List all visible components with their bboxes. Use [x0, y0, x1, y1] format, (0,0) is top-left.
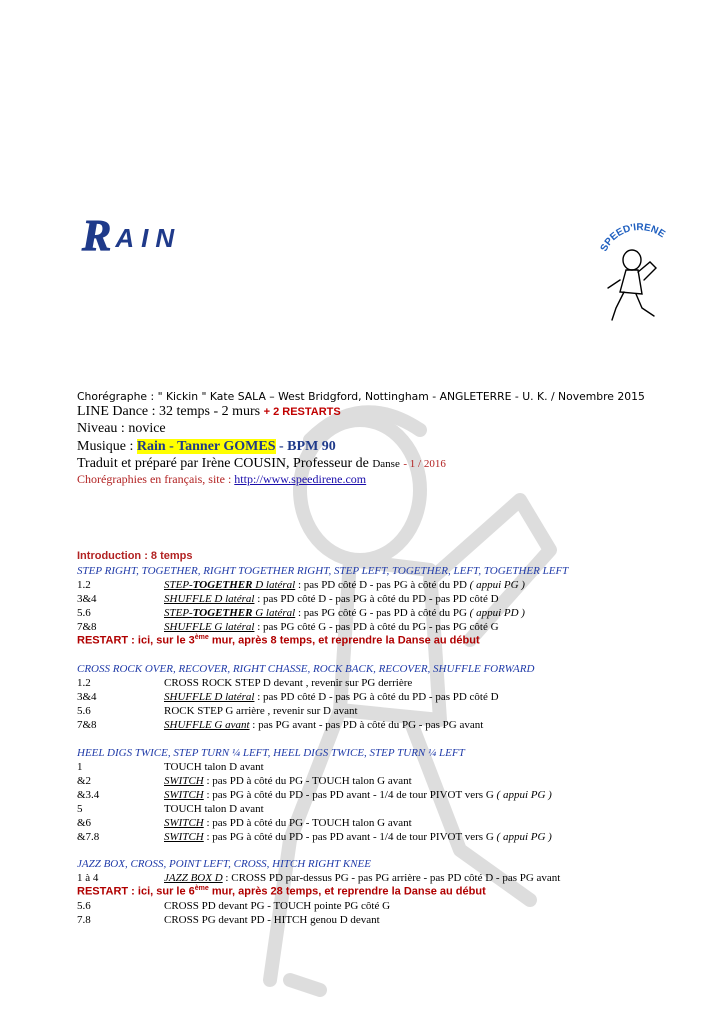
step-desc: : pas PD à côté du PG - TOUCH talon G avant: [203, 775, 412, 787]
step-desc: CROSS PG devant PD - HITCH genou D devant: [164, 914, 380, 926]
step-desc: CROSS ROCK STEP D devant , revenir sur PG derrière: [164, 677, 413, 689]
step-row: [77, 817, 412, 829]
step-name: SWITCH: [164, 831, 204, 843]
translator-line: [77, 456, 446, 472]
step-row: [77, 705, 358, 717]
title-initial: R: [82, 211, 112, 260]
step-count: 5.6: [77, 900, 91, 912]
step-name: SHUFFLE D latéral: [164, 593, 255, 605]
level-line: Niveau : novice: [77, 421, 166, 436]
step-row: [77, 831, 552, 843]
step-row: [77, 789, 552, 801]
step-note: ( appui PG ): [496, 831, 552, 843]
step-count: 1 à 4: [77, 872, 99, 884]
restarts-badge: + 2 RESTARTS: [263, 406, 341, 418]
step-row: [77, 579, 525, 591]
step-name-rest: G latéral: [252, 607, 296, 619]
step-count: &6: [77, 817, 92, 829]
section-3-title: HEEL DIGS TWICE, STEP TURN ¼ LEFT, HEEL DIGS TWICE, STEP TURN ¼ LEFT: [77, 747, 465, 759]
step-desc: ROCK STEP G arrière , revenir sur D avant: [164, 705, 358, 717]
restart-pre: RESTART : ici, sur le 3: [77, 634, 195, 647]
dance-title: [82, 211, 182, 260]
section-4-title: JAZZ BOX, CROSS, POINT LEFT, CROSS, HITCH RIGHT KNEE: [77, 858, 371, 870]
step-desc: : pas PD à côté du PG - TOUCH talon G avant: [203, 817, 412, 829]
step-count: 7&8: [77, 621, 97, 633]
step-desc: : pas PG à côté du PD - pas PD avant - 1/4 de tour PIVOT vers G: [203, 831, 497, 843]
step-name: STEP-: [164, 607, 193, 619]
translator-suffix: Danse: [372, 458, 400, 470]
step-desc: : pas PD côté D - pas PG à côté du PD: [295, 579, 470, 591]
step-count: 3&4: [77, 691, 97, 703]
step-desc: : CROSS PD par-dessus PG - pas PG arrière - pas PD côté D - pas PG avant: [222, 872, 561, 884]
step-name-bold: TOGETHER: [192, 607, 253, 619]
speedirene-logo: [598, 212, 680, 324]
step-count: 7.8: [77, 914, 91, 926]
step-note: ( appui PG ): [469, 579, 525, 591]
logo-text: SPEED'IRENE: [598, 222, 667, 254]
intro-heading: Introduction : 8 temps: [77, 550, 193, 562]
step-desc: : pas PD côté D - pas PG à côté du PD - pas PD côté D: [254, 691, 499, 703]
restart-post: mur, après 28 temps, et reprendre la Danse au début: [208, 885, 486, 898]
step-desc: TOUCH talon D avant: [164, 761, 264, 773]
step-row: [77, 775, 412, 787]
site-line: [77, 472, 366, 487]
step-count: 5.6: [77, 607, 91, 619]
restart-pre: RESTART : ici, sur le 6: [77, 885, 195, 898]
step-row: [77, 803, 264, 815]
translator-text: Traduit et préparé par Irène COUSIN, Professeur de: [77, 456, 369, 471]
step-count: 1: [77, 761, 83, 773]
step-count: &7.8: [77, 831, 100, 843]
restart-sup: ème: [194, 885, 209, 892]
step-desc: : pas PG côté G - pas PD à côté du PG - pas PG côté G: [254, 621, 499, 633]
step-row: [77, 621, 499, 633]
step-count: 7&8: [77, 719, 97, 731]
step-row: [77, 607, 525, 619]
music-song: Rain - Tanner GOMES: [136, 439, 276, 454]
restart-sup: ème: [194, 634, 209, 641]
step-row: [77, 691, 499, 703]
step-desc: : pas PG avant - pas PD à côté du PG - pas PG avant: [249, 719, 484, 731]
line-dance-text: LINE Dance : 32 temps - 2 murs: [77, 404, 261, 419]
step-name: SWITCH: [164, 775, 204, 787]
restart-note-1: [77, 634, 480, 647]
step-note: ( appui PG ): [496, 789, 552, 801]
step-count: 1.2: [77, 677, 91, 689]
music-line: [77, 439, 336, 455]
step-desc: : pas PG côté G - pas PD à côté du PG: [295, 607, 470, 619]
step-row: [77, 677, 412, 689]
step-desc: : pas PD côté D - pas PG à côté du PD - pas PD côté D: [254, 593, 499, 605]
step-count: 5.6: [77, 705, 91, 717]
music-bpm: - BPM 90: [279, 439, 336, 454]
step-name: SWITCH: [164, 817, 204, 829]
site-link[interactable]: http://www.speedirene.com: [234, 472, 367, 486]
step-count: 5: [77, 803, 83, 815]
step-name: JAZZ BOX D: [164, 872, 223, 884]
line-dance-info: [77, 404, 341, 420]
step-count: 1.2: [77, 579, 91, 591]
step-name: STEP-: [164, 579, 193, 591]
step-row: [77, 593, 499, 605]
step-name: SHUFFLE G avant: [164, 719, 250, 731]
step-desc: CROSS PD devant PG - TOUCH pointe PG côté G: [164, 900, 391, 912]
svg-text:SPEED'IRENE: [599, 222, 667, 253]
section-1-title: STEP RIGHT, TOGETHER, RIGHT TOGETHER RIGHT, STEP LEFT, TOGETHER, LEFT, TOGETHER LEFT: [77, 565, 569, 577]
step-row: [77, 761, 264, 773]
restart-note-2: [77, 885, 486, 898]
step-row: [77, 914, 380, 926]
step-name-rest: D latéral: [252, 579, 296, 591]
music-label: Musique :: [77, 439, 134, 454]
step-row: [77, 872, 560, 884]
title-rest: AIN: [115, 223, 182, 253]
step-desc: : pas PG à côté du PD - pas PD avant - 1/4 de tour PIVOT vers G: [203, 789, 497, 801]
translator-date: - 1 / 2016: [403, 458, 446, 470]
section-2-title: CROSS ROCK OVER, RECOVER, RIGHT CHASSE, ROCK BACK, RECOVER, SHUFFLE FORWARD: [77, 663, 535, 675]
step-note: ( appui PD ): [469, 607, 525, 619]
step-name: SHUFFLE D latéral: [164, 691, 255, 703]
step-name: SWITCH: [164, 789, 204, 801]
step-name-bold: TOGETHER: [192, 579, 253, 591]
step-desc: TOUCH talon D avant: [164, 803, 264, 815]
step-count: 3&4: [77, 593, 97, 605]
site-label: Chorégraphies en français, site :: [77, 472, 232, 486]
step-count: &2: [77, 775, 92, 787]
step-count: &3.4: [77, 789, 100, 801]
step-name: SHUFFLE G latéral: [164, 621, 255, 633]
restart-post: mur, après 8 temps, et reprendre la Danse au début: [208, 634, 480, 647]
step-row: [77, 900, 390, 912]
choreographer-line: Chorégraphe : " Kickin " Kate SALA – West Bridgford, Nottingham - ANGLETERRE - U. K. / Novembre 2015: [77, 390, 645, 403]
step-row: [77, 719, 483, 731]
